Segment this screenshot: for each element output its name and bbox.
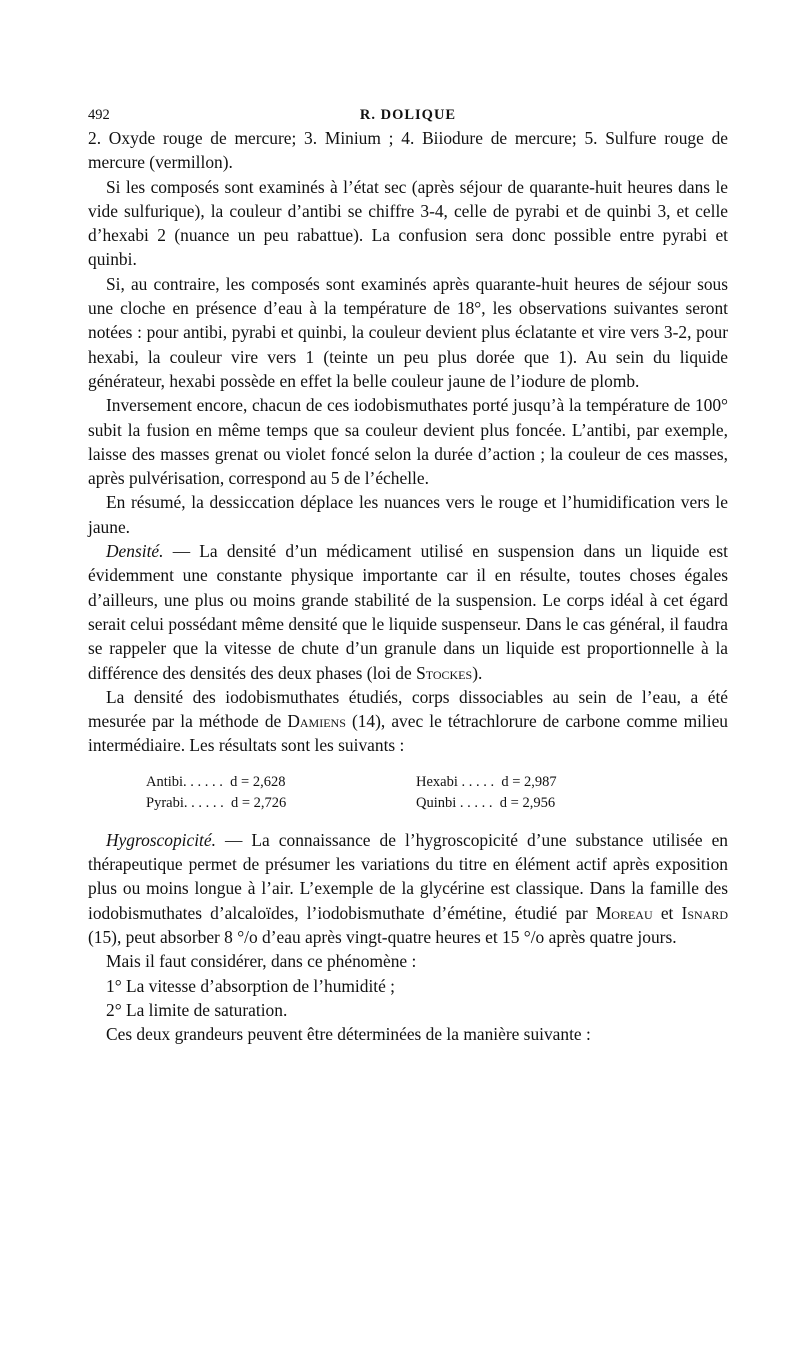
list-item: 1° La vitesse d’absorption de l’humidité ; <box>106 975 396 996</box>
author-name: Moreau <box>595 902 653 923</box>
paragraph-density <box>88 539 728 685</box>
author-name: Damiens <box>287 711 346 732</box>
paragraph-text: ). <box>472 662 483 683</box>
paragraph-hygroscopicity <box>88 828 728 949</box>
table-cell: Antibi. . . . . . d = 2,628 <box>146 773 286 790</box>
page-number: 492 <box>88 107 110 123</box>
running-head: R. DOLIQUE <box>359 107 457 123</box>
paragraph-text: — La connaissance de l’hygroscopicité d’une substance utilisée en thérapeutique permet de présumer les variations du titre en élément actif après exposition plus ou moins longue à l’air. L’exemple de la glycérine est classique. Dans la famille des iodobismuthates d’alcaloïdes, l’iodobismuthate d’émétine, étudié par <box>88 829 728 923</box>
paragraph-text: (15), peut absorber 8 °/o d’eau après vingt-quatre heures et 15 °/o après quatre jours. <box>88 926 677 947</box>
paragraph <box>88 685 728 758</box>
paragraph-text: — La densité d’un médicament utilisé en suspension dans un liquide est évidemment une constante physique importante car il en résulte, toutes choses égales d’ailleurs, une plus ou moins grande stabilité de la suspension. Le corps idéal à cet égard serait celui possédant même densité que le liquide suspenseur. Dans le cas général, il faudra se rappeler que la vitesse de chute d’un granule dans un liquide est proportionnelle à la différence des densités des deux phases (loi de <box>88 541 728 683</box>
paragraph-text: La densité des iodobismuthates étudiés, corps dissociables au sein de l’eau, a été mesurée par la méthode de <box>88 686 728 732</box>
paragraph: Ces deux grandeurs peuvent être déterminées de la manière suivante : <box>106 1024 591 1045</box>
paragraph: Inversement encore, chacun de ces iodobismuthates porté jusqu’à la température de 100° subit la fusion en même temps que sa couleur devient plus foncée. L’antibi, par exemple, laisse des masses grenat ou violet foncé selon la durée d’action ; la couleur de ces masses, après pulvérisation, correspond au 5 de l’échelle. <box>88 395 728 489</box>
table-cell: Hexabi . . . . . d = 2,987 <box>416 773 557 790</box>
paragraph-text: (14), avec le tétrachlorure de carbone comme milieu intermédiaire. Les résultats sont les suivants : <box>88 711 729 756</box>
table-cell: Quinbi . . . . . d = 2,956 <box>416 794 556 811</box>
paragraph-text: et <box>652 902 682 923</box>
list-item: 2° La limite de saturation. <box>106 999 288 1020</box>
page-header <box>88 100 728 126</box>
table-cell: Pyrabi. . . . . . d = 2,726 <box>146 794 287 811</box>
paragraph: En résumé, la dessiccation déplace les nuances vers le rouge et l’humidification vers le jaune. <box>88 492 728 537</box>
paragraph: Si les composés sont examinés à l’état sec (après séjour de quarante-huit heures dans le vide sulfurique), la couleur d’antibi se chiffre 3-4, celle de pyrabi et de quinbi 3, et celle d’hexabi 2 (nuance un peu rabattue). La confusion sera donc possible entre pyrabi et quinbi. <box>88 176 728 270</box>
density-table <box>146 772 686 814</box>
section-lead: Densité. <box>106 541 164 562</box>
document-page <box>88 100 728 1046</box>
author-name: Stockes <box>416 662 473 683</box>
paragraph: 2. Oxyde rouge de mercure; 3. Minium ; 4. Biiodure de mercure; 5. Sulfure rouge de mercure (vermillon). <box>88 128 728 173</box>
section-lead: Hygroscopicité. <box>106 829 216 850</box>
table-row <box>146 772 686 793</box>
paragraph: Mais il faut considérer, dans ce phénomène : <box>106 951 417 972</box>
table-row <box>146 793 686 814</box>
paragraph: Si, au contraire, les composés sont examinés après quarante-huit heures de séjour sous une cloche en présence d’eau à la température de 18°, les observations suivantes seront notées : pour antibi, pyrabi et quinbi, la couleur devient plus éclatante et vire vers 3-2, pour hexabi, la couleur vire vers 1 (teinte un peu plus dorée que 1). Au sein du liquide générateur, hexabi possède en effet la belle couleur jaune de l’iodure de plomb. <box>88 273 728 391</box>
author-name: Isnard <box>681 902 729 923</box>
